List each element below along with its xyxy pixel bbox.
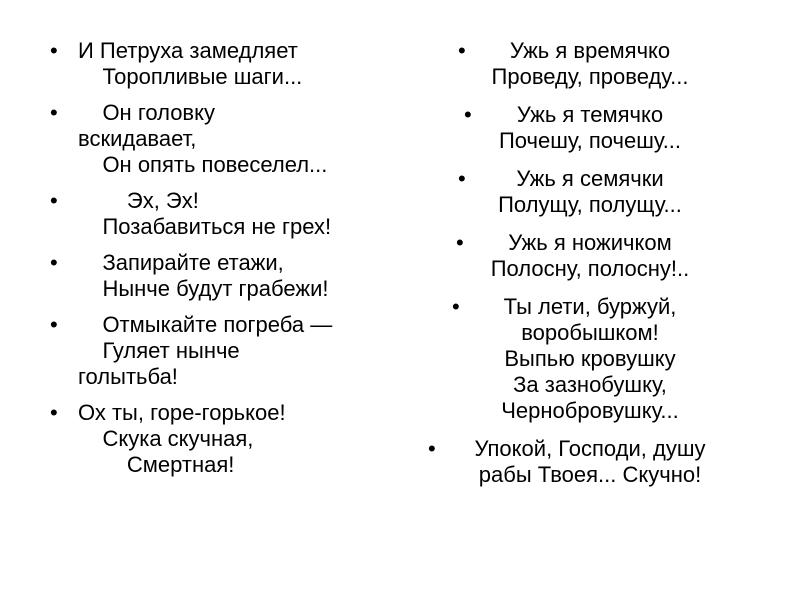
right-stanza (420, 436, 760, 488)
verse-line: Ужь я ножичком (508, 230, 672, 255)
verse-line: Упокой, Господи, душу (474, 436, 706, 461)
verse-line: Почешу, почешу... (498, 128, 682, 153)
verse-line: Чернобровушку... (501, 398, 679, 423)
left-stanza (50, 400, 410, 478)
verse-line: Позабавиться не грех! (78, 214, 332, 239)
right-stanza (420, 294, 760, 424)
verse-line: Ты лети, буржуй, (503, 294, 677, 319)
bullet-icon: • (428, 436, 436, 461)
bullet-icon: • (50, 188, 58, 213)
verse-line: голытьба! (78, 364, 178, 389)
verse-line: Нынче будут грабежи! (78, 276, 329, 301)
left-stanza (50, 38, 410, 90)
right-column (420, 38, 760, 498)
verse-line: Ужь я времячко (509, 38, 671, 63)
left-stanza (50, 250, 410, 302)
right-stanza (420, 38, 760, 90)
bullet-icon: • (452, 294, 460, 319)
verse-line: За зазнобушку, (513, 372, 667, 397)
verse-line: Ужь я семячки (516, 166, 664, 191)
bullet-icon: • (458, 38, 466, 63)
right-stanza (420, 230, 760, 282)
verse-line: Отмыкайте погреба — (78, 312, 333, 337)
verse-line: воробышком! (521, 320, 659, 345)
bullet-icon: • (458, 166, 466, 191)
verse-line: И Петруха замедляет (78, 38, 298, 63)
verse-line: Он головку (78, 100, 215, 125)
verse-line: Полосну, полосну!.. (490, 256, 690, 281)
bullet-icon: • (50, 250, 58, 275)
left-stanza (50, 188, 410, 240)
verse-line: Ужь я темячко (516, 102, 664, 127)
left-stanza (50, 100, 410, 178)
verse-line: Ох ты, горе-горькое! (78, 400, 286, 425)
bullet-icon: • (50, 100, 58, 125)
left-column (50, 38, 410, 488)
left-stanza (50, 312, 410, 390)
verse-line: Проведу, проведу... (491, 64, 689, 89)
verse-line: Выпью кровушку (504, 346, 676, 371)
bullet-icon: • (50, 400, 58, 425)
bullet-icon: • (50, 312, 58, 337)
verse-line: вскидавает, (78, 126, 197, 151)
right-stanza (420, 102, 760, 154)
verse-line: Эх, Эх! (78, 188, 199, 213)
verse-line: Торопливые шаги... (78, 64, 303, 89)
verse-line: Полущу, полущу... (498, 192, 682, 217)
verse-line: рабы Твоея... Скучно! (478, 462, 702, 487)
bullet-icon: • (50, 38, 58, 63)
verse-line: Он опять повеселел... (78, 152, 328, 177)
verse-line: Гуляет нынче (78, 338, 240, 363)
right-stanza (420, 166, 760, 218)
verse-line: Смертная! (78, 452, 235, 477)
bullet-icon: • (464, 102, 472, 127)
verse-line: Скука скучная, (78, 426, 254, 451)
verse-line: Запирайте етажи, (78, 250, 284, 275)
bullet-icon: • (456, 230, 464, 255)
